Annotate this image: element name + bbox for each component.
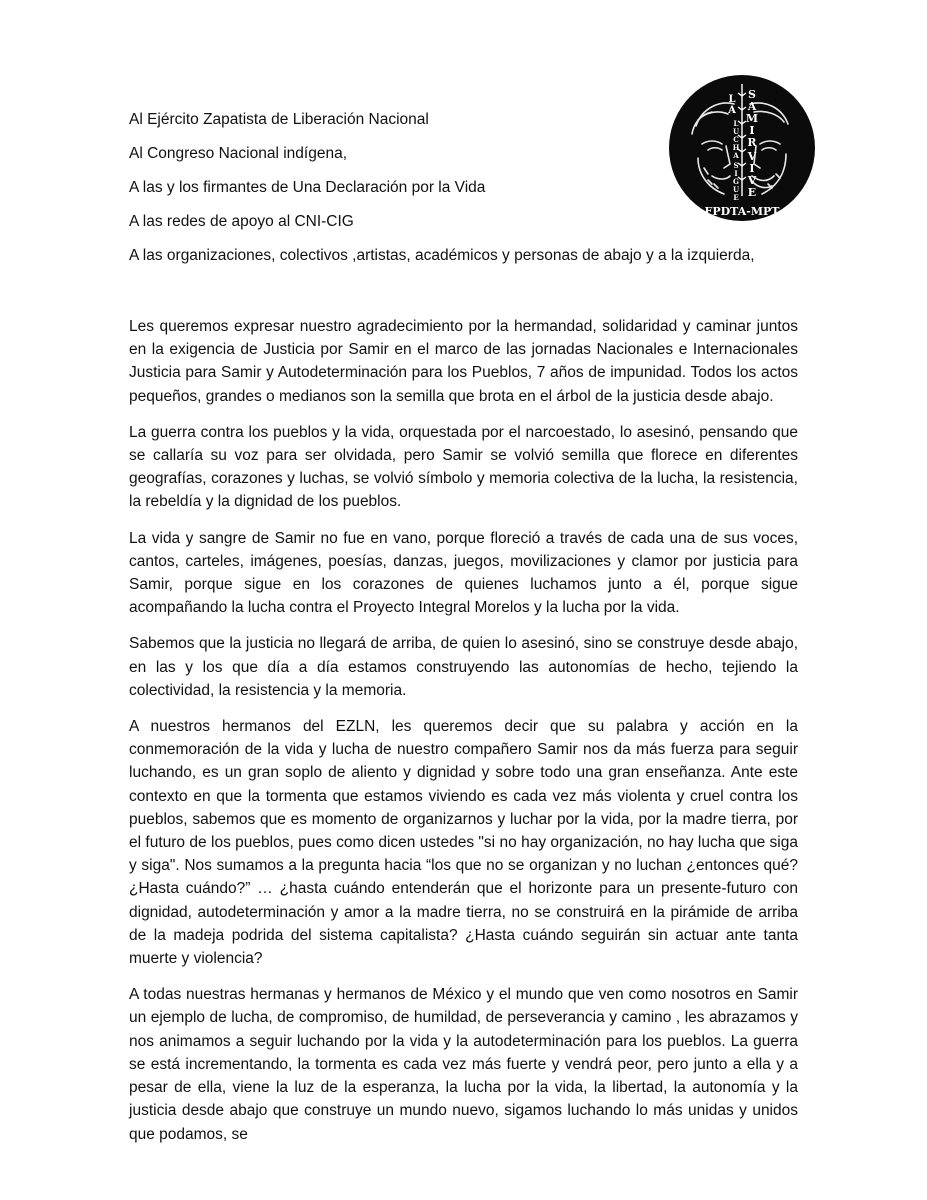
svg-text:R: R xyxy=(747,136,757,149)
addressee-line: Al Ejército Zapatista de Liberación Nacional xyxy=(129,111,429,128)
svg-text:A: A xyxy=(747,100,757,113)
addressee-line: Al Congreso Nacional indígena, xyxy=(129,145,347,162)
svg-text:U: U xyxy=(732,127,740,136)
svg-text:I: I xyxy=(749,162,755,175)
svg-text:M: M xyxy=(745,112,759,125)
addressee-line: A las organizaciones, colectivos ,artistas, académicos y personas de abajo y a la izquierda, xyxy=(129,247,755,264)
svg-text:E: E xyxy=(747,186,757,199)
body-paragraph: Sabemos que la justicia no llegará de arriba, de quien lo asesinó, sino se construye desde abajo, en las y los que día a día estamos construyendo las autonomías de hecho, tejiendo la colectividad, la resistencia y la memoria. xyxy=(129,635,798,699)
svg-text:V: V xyxy=(747,150,757,163)
svg-text:H: H xyxy=(732,143,740,152)
body-paragraph: A nuestros hermanos del EZLN, les queremos decir que su palabra y acción en la conmemoración de la vida y lucha de nuestro compañero Samir nos da más fuerza para seguir luchando, es un gran soplo de aliento y dignidad y sobre todo una gran enseñanza. Ante este contexto en que la tormenta que estamos viviendo es cada vez más violenta y cruel contra los pueblos, sabemos que es momento de organizarnos y luchar por la vida, por la madre tierra, por el futuro de los pueblos, pues como dicen ustedes "si no hay organización, no hay lucha que siga y siga". Nos sumamos a la pregunta hacia “los que no se organizan y no luchan ¿entonces qué? ¿Hasta cuándo?” … ¿hasta cuándo entenderán que el horizonte para un presente-futuro con dignidad, autodeterminación y amor a la madre tierra, no se construirá en la pirámide de arriba de la madeja podrida del sistema capitalista? ¿Hasta cuándo seguirán sin actuar ante tanta muerte y violencia? xyxy=(129,718,798,968)
svg-text:A: A xyxy=(728,105,736,116)
addressee-list xyxy=(129,110,789,280)
svg-text:E: E xyxy=(733,193,739,202)
body-paragraph: Les queremos expresar nuestro agradecimiento por la hermandad, solidaridad y caminar juntos en la exigencia de Justicia por Samir en el marco de las jornadas Nacionales e Internacionales Justicia para Samir y Autodeterminación para los Pueblos, 7 años de impunidad. Todos los actos pequeños, grandes o medianos son la semilla que brota en el árbol de la justicia desde abajo. xyxy=(129,318,798,405)
body-paragraph: La guerra contra los pueblos y la vida, orquestada por el narcoestado, lo asesinó, pensando que se callaría su voz para ser olvidada, pero Samir se volvió semilla que florece en diferentes geografías, corazones y luchas, se volvió símbolo y memoria colectiva de la lucha, la resistencia, la rebeldía y la dignidad de los pueblos. xyxy=(129,423,798,511)
svg-text:G: G xyxy=(733,177,739,186)
addressee-line: A las redes de apoyo al CNI-CIG xyxy=(129,213,354,230)
svg-text:L: L xyxy=(733,119,739,128)
svg-text:S: S xyxy=(748,88,756,101)
letter-body xyxy=(129,315,798,1159)
addressee-line: A las y los firmantes de Una Declaración por la Vida xyxy=(129,179,486,196)
svg-text:U: U xyxy=(732,185,740,194)
svg-text:V: V xyxy=(747,174,757,187)
svg-text:I: I xyxy=(734,169,738,178)
svg-text:FPDTA-MPT: FPDTA-MPT xyxy=(704,205,780,218)
svg-text:L: L xyxy=(728,94,736,105)
svg-text:S: S xyxy=(733,161,739,170)
body-paragraph: A todas nuestras hermanas y hermanos de México y el mundo que ven como nosotros en Samir un ejemplo de lucha, de compromiso, de humildad, de perseverancia y camino , les abrazamos y nos animamos a seguir luchando por la vida y la autodeterminación para los pueblos. La guerra se está incrementando, la tormenta es cada vez más fuerte y vendrá peor, pero junto a ella y a pesar de ella, viene la luz de la esperanza, la lucha por la vida, la libertad, la autonomía y la justicia desde abajo que construye un mundo nuevo, sigamos luchando lo más unidas y unidos que podamos, se xyxy=(129,986,798,1143)
svg-text:A: A xyxy=(733,151,739,160)
svg-text:C: C xyxy=(733,135,739,144)
svg-text:I: I xyxy=(749,124,755,137)
body-paragraph: La vida y sangre de Samir no fue en vano, porque floreció a través de cada una de sus voces, cantos, carteles, imágenes, poesías, danzas, juegos, movilizaciones y clamor por justicia para Samir, porque sigue en los corazones de quienes luchamos junto a él, porque sigue acompañando la lucha contra el Proyecto Integral Morelos y la lucha por la vida. xyxy=(129,529,798,617)
